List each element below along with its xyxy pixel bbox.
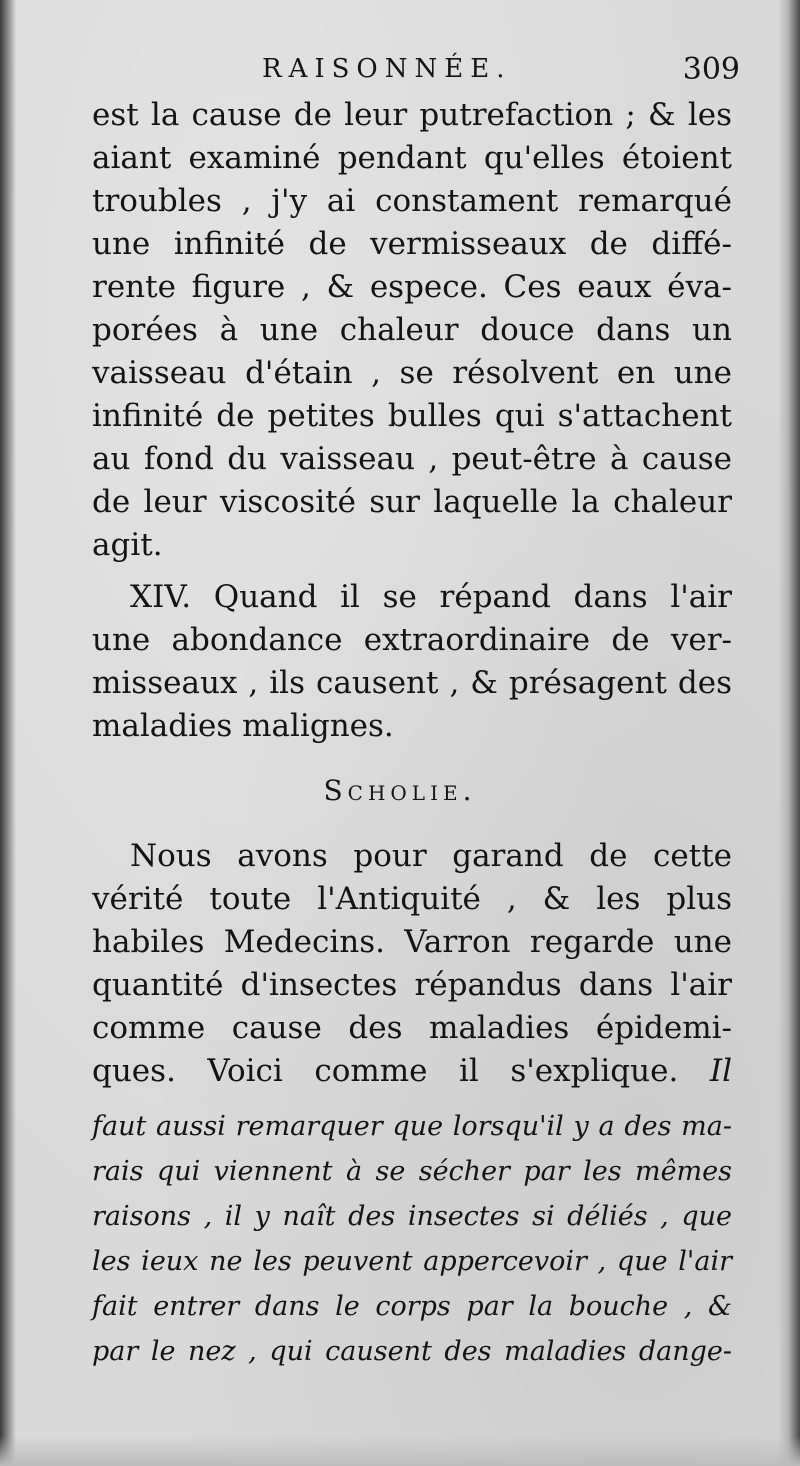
quotation-line: par le nez , qui causent des maladies dange- [92, 1336, 732, 1367]
text-line: agit. [92, 527, 163, 563]
quotation [92, 1104, 732, 1374]
text-line: maladies malignes. [92, 708, 394, 744]
quotation-line: rais qui viennent à se sécher par les mêmes [92, 1156, 732, 1187]
quotation-line: faut aussi remarquer que lorsqu'il y a des ma- [92, 1111, 732, 1142]
page-number: 309 [682, 52, 740, 87]
text-line: une infinité de vermisseaux de diffé- [92, 226, 732, 262]
text-line: de leur viscosité sur laquelle la chaleur [92, 484, 732, 520]
quotation-line: fait entrer dans le corps par la bouche , & [92, 1291, 732, 1322]
text-line: quantité d'insectes répandus dans l'air [92, 967, 732, 1003]
paragraph-2 [92, 576, 732, 748]
text-line: troubles , j'y ai constament remarqué [92, 183, 732, 219]
text-line: rente figure , & espece. Ces eaux éva- [92, 269, 732, 305]
text-line: au fond du vaisseau , peut-être à cause [92, 441, 732, 477]
text-line: comme cause des maladies épidemi- [92, 1010, 732, 1046]
text-line: une abondance extraordinaire de ver- [92, 622, 732, 658]
page-header [90, 52, 740, 94]
paragraph-3 [92, 835, 732, 1093]
text-line: misseaux , ils causent , & présagent des [92, 665, 732, 701]
paragraph-1 [92, 94, 732, 567]
text-line: habiles Medecins. Varron regarde une [92, 924, 732, 960]
text-line: aiant examiné pendant qu'elles étoient [92, 140, 732, 176]
section-title: Scholie. [323, 774, 477, 807]
text-line: Nous avons pour garand de cette [130, 838, 732, 874]
text-line-roman: ques. Voici comme il s'explique. [92, 1053, 679, 1089]
italic-word: Il [709, 1053, 732, 1089]
page-right-edge [778, 0, 800, 1466]
running-head: RAISONNÉE. [262, 54, 512, 84]
text-line: vaisseau d'étain , se résolvent en une [92, 355, 732, 391]
text-line: infinité de petites bulles qui s'attachent [92, 398, 732, 434]
text-line: vérité toute l'Antiquité , & les plus [92, 881, 732, 917]
text-line: porées à une chaleur douce dans un [92, 312, 732, 348]
text-line: XIV. Quand il se répand dans l'air [130, 579, 732, 615]
page-left-edge [0, 0, 16, 1466]
page-bottom-edge [0, 1436, 800, 1466]
quotation-line: les ieux ne les peuvent appercevoir , que l'air [92, 1246, 732, 1277]
text-line: est la cause de leur putrefaction ; & les [92, 97, 732, 133]
quotation-line: raisons , il y naît des insectes si déliés , que [92, 1201, 732, 1232]
text-line [92, 1050, 732, 1093]
